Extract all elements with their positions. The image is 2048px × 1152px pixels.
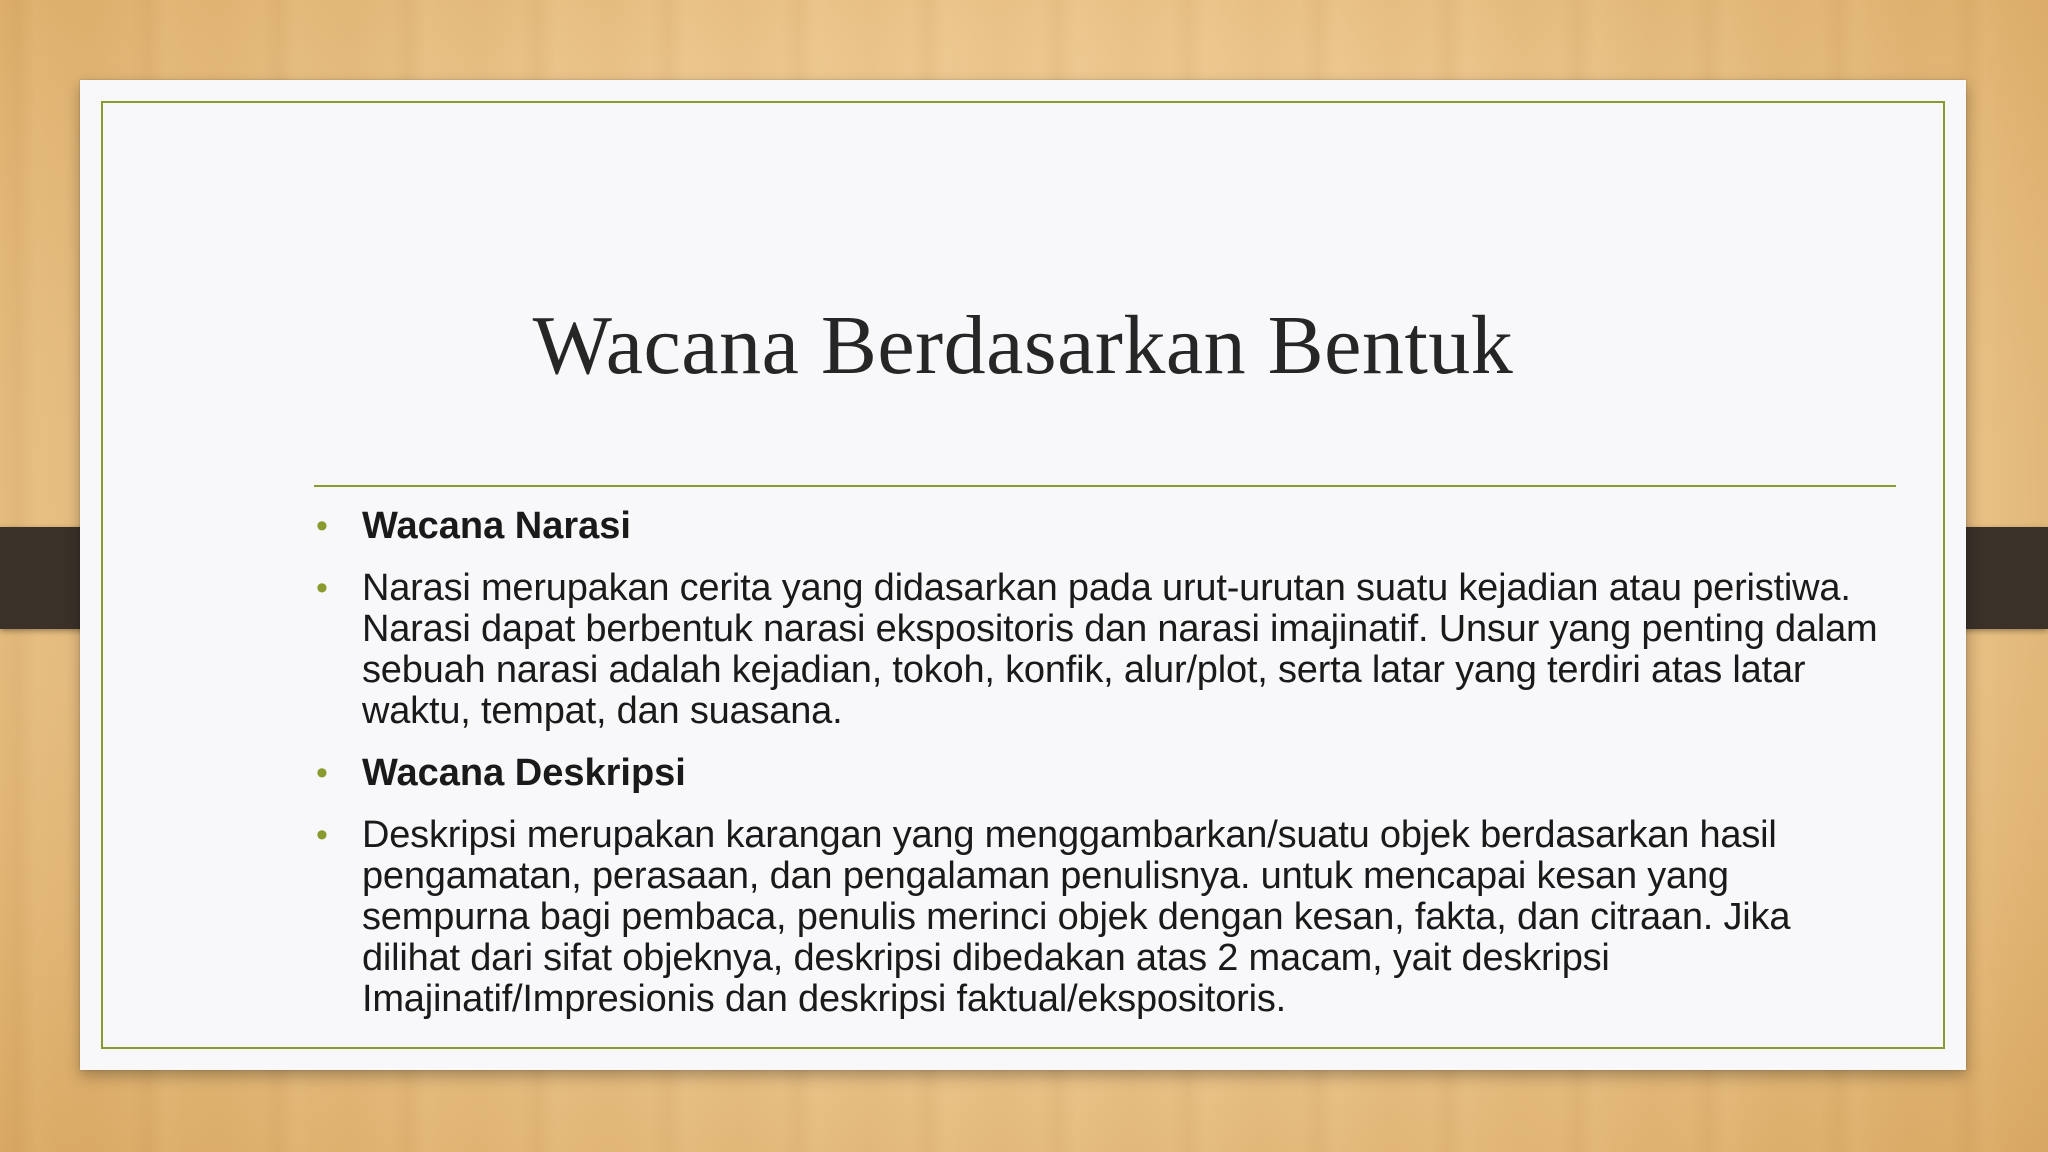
- bullet-heading-narasi: Wacana Narasi: [362, 505, 631, 547]
- bullet-list: [316, 506, 1896, 1041]
- bullet-item: [316, 753, 1896, 794]
- bullet-icon: •: [316, 754, 328, 792]
- bullet-item: [316, 506, 1896, 547]
- bullet-icon: •: [316, 569, 328, 607]
- bullet-text-deskripsi: Deskripsi merupakan karangan yang menggambarkan/suatu objek berdasarkan hasil pengamatan, perasaan, dan pengalaman penulisnya. untuk mencapai kesan yang sempurna bagi pembaca, penulis merinci objek dengan kesan, fakta, dan citraan. Jika dilihat dari sifat objeknya, deskripsi dibedakan atas 2 macam, yait deskripsi Imajinatif/Impresionis dan deskripsi faktual/ekspositoris.: [362, 814, 1791, 1020]
- bullet-item: [316, 568, 1896, 732]
- bullet-icon: •: [316, 816, 328, 854]
- bullet-text-narasi: Narasi merupakan cerita yang didasarkan pada urut-urutan suatu kejadian atau peristiwa. Narasi dapat berbentuk narasi ekspositoris dan narasi imajinatif. Unsur yang penting dalam sebuah narasi adalah kejadian, tokoh, konfik, alur/plot, serta latar yang terdiri atas latar waktu, tempat, dan suasana.: [362, 567, 1878, 732]
- bullet-heading-deskripsi: Wacana Deskripsi: [362, 752, 686, 794]
- slide-paper: [80, 80, 1966, 1070]
- bullet-icon: •: [316, 507, 328, 545]
- title-divider: [314, 485, 1896, 487]
- bullet-item: [316, 815, 1896, 1020]
- slide-title: Wacana Berdasarkan Bentuk: [532, 299, 1514, 392]
